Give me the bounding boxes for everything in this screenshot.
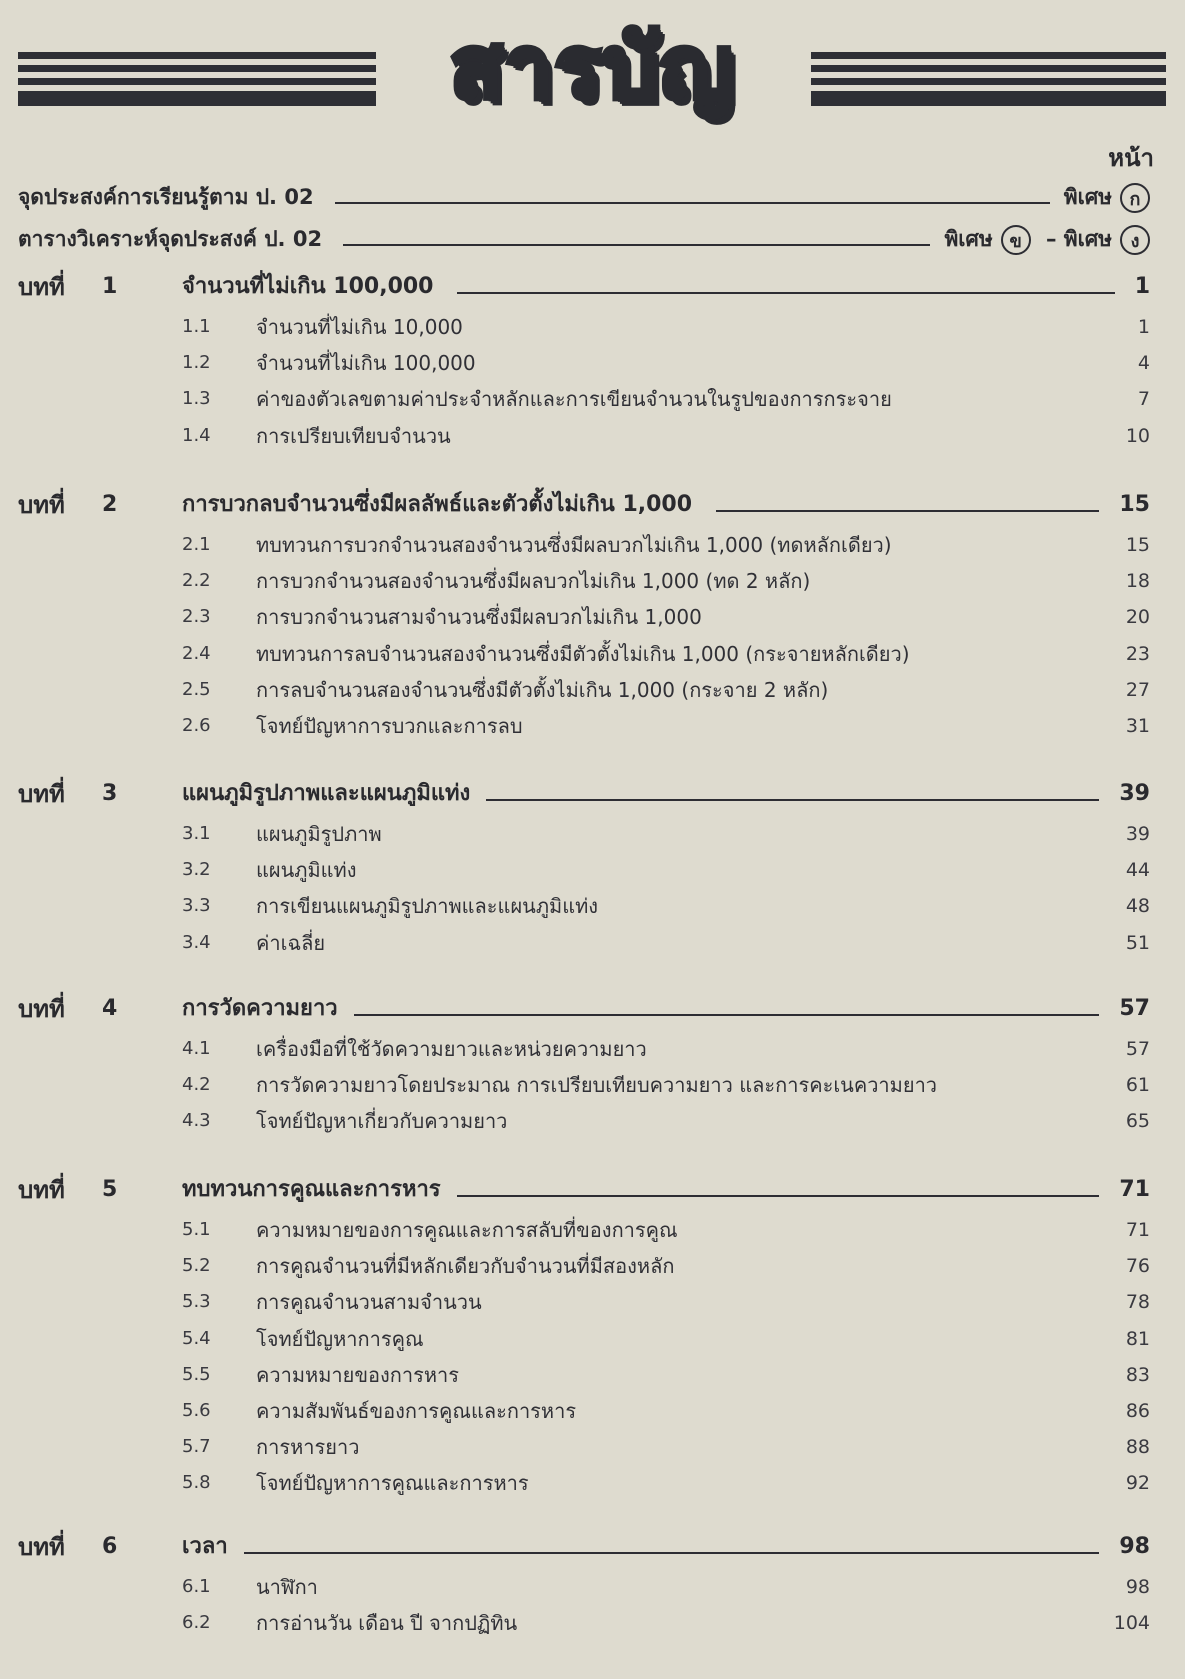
intro-title: ตารางวิเคราะห์จุดประสงค์ ป. 02 [18, 227, 323, 251]
section-number: 2.1 [182, 534, 211, 555]
chapter-label: บทที่ [18, 1533, 65, 1561]
section-page: 20 [1125, 606, 1150, 629]
section-number: 6.2 [182, 1612, 211, 1634]
section-row [0, 564, 1185, 598]
section-row [0, 382, 1185, 416]
section-row [0, 1285, 1185, 1319]
section-page: 18 [1125, 570, 1150, 593]
section-page: 61 [1125, 1074, 1150, 1097]
section-row [0, 1213, 1185, 1247]
section-page: 88 [1125, 1436, 1150, 1459]
left-stripes [18, 52, 376, 112]
section-number: 4.1 [182, 1038, 211, 1059]
section-page: 15 [1125, 534, 1150, 556]
section-title: การเขียนแผนภูมิรูปภาพและแผนภูมิแท่ง [256, 894, 599, 919]
section-title: การเปรียบเทียบจำนวน [256, 423, 451, 448]
section-page: 86 [1125, 1400, 1150, 1422]
section-number: 5.4 [182, 1327, 211, 1349]
section-number: 5.5 [182, 1363, 211, 1385]
section-page: 76 [1125, 1255, 1150, 1278]
leader-line [457, 1195, 1100, 1197]
section-page: 1 [1137, 316, 1150, 338]
intro-page [944, 222, 1150, 256]
chapter-page: 1 [1134, 274, 1150, 299]
chapter-page: 98 [1119, 1534, 1150, 1559]
chapter-title: แผนภูมิรูปภาพและแผนภูมิแท่ง [182, 781, 471, 806]
section-row [0, 1249, 1185, 1283]
section-number: 5.2 [182, 1255, 211, 1277]
section-row [0, 1068, 1185, 1102]
chapter-number: 2 [102, 492, 118, 517]
intro-row [0, 222, 1185, 256]
section-number: 1.3 [182, 388, 211, 410]
chapter-title: การวัดความยาว [182, 996, 338, 1021]
chapter-page: 15 [1119, 492, 1150, 517]
section-title: ความหมายของการคูณและการสลับที่ของการคูณ [256, 1218, 678, 1242]
section-title: การอ่านวัน เดือน ปี จากปฏิทิน [256, 1611, 518, 1636]
section-title: จำนวนที่ไม่เกิน 10,000 [256, 315, 463, 339]
section-title: ทบทวนการบวกจำนวนสองจำนวนซึ่งมีผลบวกไม่เกิน 1,000 (ทดหลักเดียว) [256, 533, 892, 557]
chapter-number: 4 [102, 996, 118, 1021]
chapter-label: บทที่ [18, 491, 65, 519]
section-page: 71 [1125, 1219, 1150, 1241]
section-number: 5.1 [182, 1219, 211, 1240]
section-row [0, 310, 1185, 344]
leader-line [354, 1014, 1100, 1016]
leader-line [457, 292, 1115, 294]
chapter-label: บทที่ [18, 780, 65, 808]
section-page: 48 [1125, 895, 1150, 918]
chapter-label: บทที่ [18, 995, 65, 1023]
section-page: 104 [1113, 1612, 1150, 1635]
section-title: แผนภูมิรูปภาพ [256, 822, 382, 846]
intro-page-prefix: พิเศษ [1063, 185, 1112, 209]
section-page: 65 [1125, 1110, 1150, 1133]
section-title: ค่าของตัวเลขตามค่าประจำหลักและการเขียนจำนวนในรูปของการกระจาย [256, 387, 892, 412]
chapter-title: การบวกลบจำนวนซึ่งมีผลลัพธ์และตัวตั้งไม่เกิน 1,000 [182, 492, 693, 517]
intro-page [1064, 180, 1150, 214]
page-title: สารบัญ [449, 17, 735, 118]
intro-row [0, 180, 1185, 214]
section-title: เครื่องมือที่ใช้วัดความยาวและหน่วยความยาว [256, 1037, 647, 1061]
chapter-row [0, 992, 1185, 1026]
section-row [0, 1394, 1185, 1428]
section-number: 5.8 [182, 1472, 211, 1494]
section-row [0, 926, 1185, 960]
chapter-label: บทที่ [18, 1176, 65, 1204]
section-title: จำนวนที่ไม่เกิน 100,000 [256, 351, 476, 376]
section-title: นาฬิกา [256, 1575, 318, 1599]
section-number: 4.2 [182, 1074, 211, 1096]
section-number: 2.5 [182, 678, 211, 700]
section-page: 78 [1125, 1291, 1150, 1314]
section-page: 31 [1125, 715, 1150, 737]
section-row [0, 1466, 1185, 1500]
section-number: 4.3 [182, 1110, 211, 1132]
chapter-page: 71 [1119, 1177, 1150, 1202]
section-number: 5.3 [182, 1291, 211, 1313]
section-title: โจทย์ปัญหาเกี่ยวกับความยาว [256, 1109, 508, 1134]
section-title: ทบทวนการลบจำนวนสองจำนวนซึ่งมีตัวตั้งไม่เกิน 1,000 (กระจายหลักเดียว) [256, 641, 910, 666]
section-title: ความสัมพันธ์ของการคูณและการหาร [256, 1399, 577, 1423]
section-row [0, 709, 1185, 743]
section-page: 57 [1125, 1038, 1150, 1060]
section-number: 5.6 [182, 1400, 211, 1421]
chapter-row [0, 488, 1185, 522]
intro-page-prefix: พิเศษ [944, 227, 993, 251]
section-title: การลบจำนวนสองจำนวนซึ่งมีตัวตั้งไม่เกิน 1,000 (กระจาย 2 หลัก) [256, 677, 829, 702]
section-row [0, 1606, 1185, 1640]
chapter-row [0, 777, 1185, 811]
section-title: การบวกจำนวนสามจำนวนซึ่งมีผลบวกไม่เกิน 1,000 [256, 605, 702, 630]
intro-page-mark: ก [1120, 183, 1150, 213]
leader-line [244, 1552, 1100, 1554]
section-title: โจทย์ปัญหาการคูณและการหาร [256, 1471, 529, 1496]
section-page: 39 [1125, 823, 1150, 845]
section-number: 5.7 [182, 1436, 211, 1458]
chapter-page: 57 [1119, 996, 1150, 1021]
chapter-number: 3 [102, 781, 118, 806]
page-column-header: หน้า [1108, 144, 1154, 172]
section-row [0, 1322, 1185, 1356]
intro-page-suffix: – พิเศษ [1038, 227, 1112, 251]
leader-line [343, 244, 930, 246]
section-page: 7 [1137, 388, 1150, 411]
section-row [0, 637, 1185, 671]
leader-line [335, 202, 1050, 204]
chapter-row [0, 270, 1185, 304]
section-row [0, 1570, 1185, 1604]
section-row [0, 1430, 1185, 1464]
section-row [0, 673, 1185, 707]
section-row [0, 346, 1185, 380]
chapter-label: บทที่ [18, 273, 65, 301]
section-number: 6.1 [182, 1576, 211, 1597]
section-page: 27 [1125, 678, 1150, 701]
section-number: 2.4 [182, 642, 211, 664]
section-number: 3.1 [182, 823, 211, 844]
section-number: 1.1 [182, 316, 211, 337]
chapter-number: 1 [102, 274, 118, 299]
section-row [0, 600, 1185, 634]
section-row [0, 889, 1185, 923]
section-page: 81 [1125, 1327, 1150, 1350]
section-page: 98 [1125, 1576, 1150, 1598]
intro-page-mark: ข [1001, 225, 1031, 255]
section-number: 3.3 [182, 895, 211, 917]
section-page: 23 [1125, 642, 1150, 665]
section-number: 1.4 [182, 424, 211, 446]
section-number: 2.2 [182, 570, 211, 592]
section-title: การวัดความยาวโดยประมาณ การเปรียบเทียบความยาว และการคะเนความยาว [256, 1073, 938, 1098]
section-title: การบวกจำนวนสองจำนวนซึ่งมีผลบวกไม่เกิน 1,000 (ทด 2 หลัก) [256, 569, 811, 594]
section-page: 10 [1125, 424, 1150, 447]
intro-page-mark-2: ง [1120, 225, 1150, 255]
section-title: ค่าเฉลี่ย [256, 930, 326, 955]
section-title: แผนภูมิแท่ง [256, 858, 357, 883]
chapter-title: เวลา [182, 1534, 228, 1559]
section-number: 3.2 [182, 859, 211, 881]
section-number: 1.2 [182, 352, 211, 374]
section-title: โจทย์ปัญหาการบวกและการลบ [256, 714, 523, 738]
section-title: โจทย์ปัญหาการคูณ [256, 1326, 424, 1351]
section-title: ความหมายของการหาร [256, 1362, 460, 1387]
section-title: การหารยาว [256, 1435, 360, 1460]
chapter-page: 39 [1119, 781, 1150, 806]
chapter-row [0, 1530, 1185, 1564]
section-row [0, 853, 1185, 887]
chapter-number: 6 [102, 1534, 118, 1559]
section-title: การคูณจำนวนสามจำนวน [256, 1290, 482, 1315]
section-row [0, 817, 1185, 851]
section-page: 92 [1125, 1472, 1150, 1495]
section-number: 2.6 [182, 715, 211, 736]
intro-title: จุดประสงค์การเรียนรู้ตาม ป. 02 [18, 185, 314, 209]
section-row [0, 528, 1185, 562]
right-stripes [811, 52, 1166, 112]
title-banner [18, 18, 1166, 118]
section-row [0, 1032, 1185, 1066]
leader-line [486, 799, 1099, 801]
section-page: 51 [1125, 931, 1150, 954]
section-row [0, 1104, 1185, 1138]
section-number: 2.3 [182, 606, 211, 628]
leader-line [716, 510, 1100, 512]
section-page: 44 [1125, 859, 1150, 882]
chapter-row [0, 1173, 1185, 1207]
section-page: 4 [1137, 352, 1150, 375]
chapter-title: ทบทวนการคูณและการหาร [182, 1177, 441, 1202]
section-row [0, 1358, 1185, 1392]
chapter-number: 5 [102, 1177, 118, 1202]
section-title: การคูณจำนวนที่มีหลักเดียวกับจำนวนที่มีสองหลัก [256, 1254, 675, 1279]
section-row [0, 419, 1185, 453]
section-number: 3.4 [182, 931, 211, 953]
section-page: 83 [1125, 1363, 1150, 1386]
chapter-title: จำนวนที่ไม่เกิน 100,000 [182, 274, 434, 299]
